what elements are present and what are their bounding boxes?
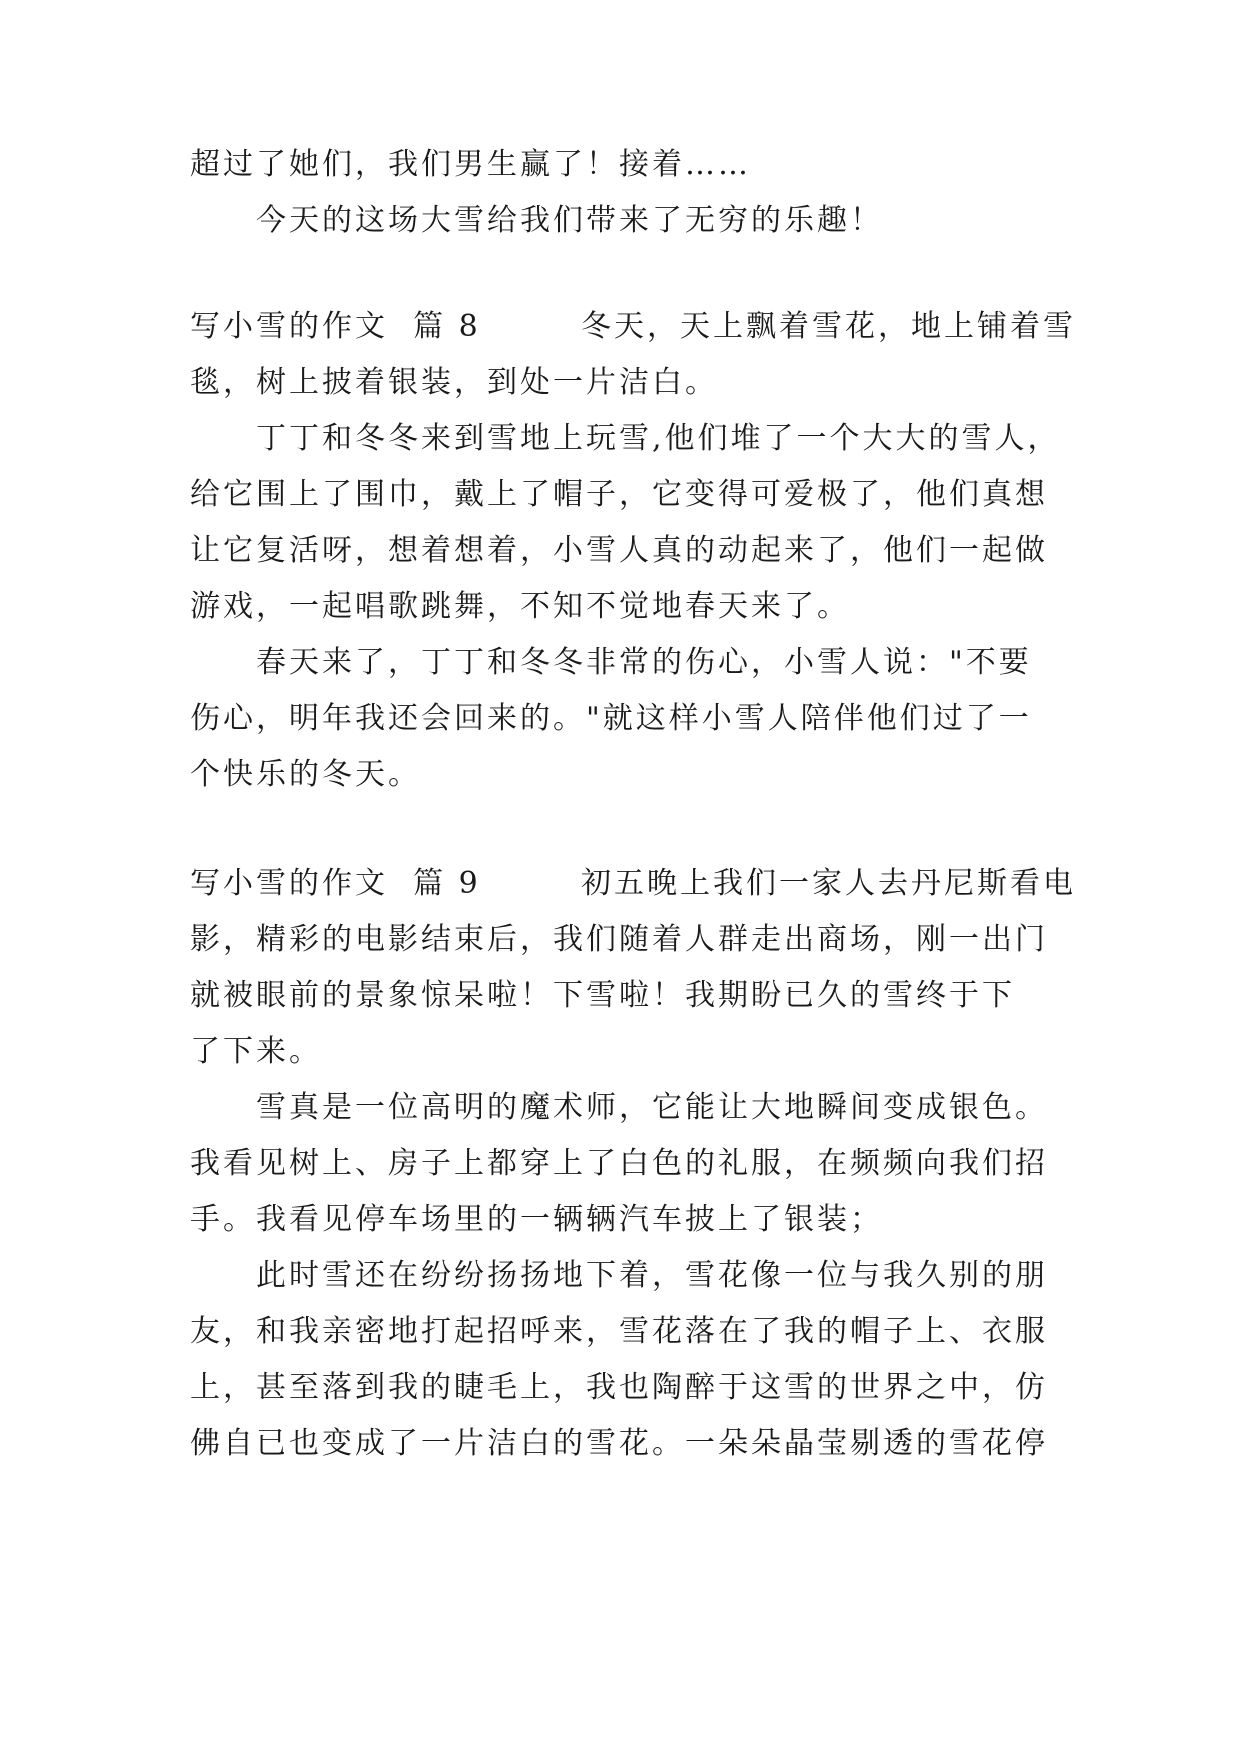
text-line: 友，和我亲密地打起招呼来，雪花落在了我的帽子上、衣服 <box>190 1314 1048 1349</box>
text-line: 个快乐的冬天。 <box>190 757 421 792</box>
text-line: 伤心，明年我还会回来的。"就这样小雪人陪伴他们过了一 <box>190 701 1032 736</box>
text-line: 超过了她们，我们男生赢了！接着…… <box>190 147 751 182</box>
text-line: 给它围上了围巾，戴上了帽子，它变得可爱极了，他们真想 <box>190 477 1048 512</box>
text-line: 春天来了，丁丁和冬冬非常的伤心，小雪人说："不要 <box>256 645 1032 680</box>
text-line: 毯，树上披着银装，到处一片洁白。 <box>190 365 718 400</box>
text-line: 就被眼前的景象惊呆啦！下雪啦！我期盼已久的雪终于下 <box>190 978 1015 1013</box>
text-line: 影，精彩的电影结束后，我们随着人群走出商场，刚一出门 <box>190 922 1048 957</box>
section-heading-line: 写小雪的作文 篇 9 初五晚上我们一家人去丹尼斯看电 <box>190 866 1076 901</box>
text-line: 手。我看见停车场里的一辆辆汽车披上了银装； <box>190 1202 883 1237</box>
text-line: 此时雪还在纷纷扬扬地下着，雪花像一位与我久别的朋 <box>256 1258 1048 1293</box>
text-line: 让它复活呀，想着想着，小雪人真的动起来了，他们一起做 <box>190 533 1048 568</box>
section-heading-line: 写小雪的作文 篇 8 冬天，天上飘着雪花，地上铺着雪 <box>190 309 1076 344</box>
text-line: 游戏，一起唱歌跳舞，不知不觉地春天来了。 <box>190 589 850 624</box>
text-line: 今天的这场大雪给我们带来了无穷的乐趣！ <box>256 203 883 238</box>
text-line: 上，甚至落到我的睫毛上，我也陶醉于这雪的世界之中，仿 <box>190 1370 1048 1405</box>
text-line: 雪真是一位高明的魔术师，它能让大地瞬间变成银色。 <box>256 1090 1048 1125</box>
text-line: 佛自已也变成了一片洁白的雪花。一朵朵晶莹剔透的雪花停 <box>190 1426 1048 1461</box>
text-line: 了下来。 <box>190 1034 322 1069</box>
text-line: 我看见树上、房子上都穿上了白色的礼服，在频频向我们招 <box>190 1146 1048 1181</box>
text-line: 丁丁和冬冬来到雪地上玩雪,他们堆了一个大大的雪人， <box>256 421 1061 456</box>
